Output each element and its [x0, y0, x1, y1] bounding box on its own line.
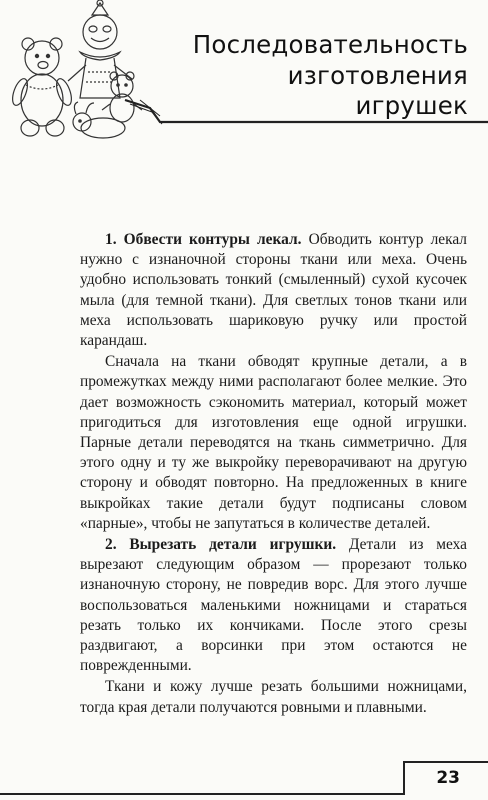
step-1-heading: 1. Обвести контуры лекал. — [105, 231, 302, 248]
clown-doll-drawing — [68, 0, 132, 98]
lying-toy-drawing — [73, 102, 125, 138]
paragraph-3-text: Детали из меха вырезают следующим образом — прорезают только изнаночную сторону, не повредив ворс. Для этого лучше воспользоваться маленькими ножницами и стараться резать только их кончиками. После этого срезы раздвигают, а ворсинки при этом остаются не поврежденными. — [80, 536, 467, 675]
paragraph-2: Сначала на ткани обводят крупные детали, а в промежутках между ними располагают более мелкие. Это дает возможность сэкономить материал, который может пригодиться для изготовления еще одной игрушки. Парные детали переводятся на ткань симметрично. Для этого одну и ту же выкройку переворачивают на другую сторону и обводят повторно. На предложенных в книге выкройках такие детали будут подписаны словом «парные», чтобы не запутаться в количестве деталей. — [80, 353, 467, 532]
title-line-1: Последовательность — [192, 30, 468, 59]
page-number: 23 — [436, 768, 460, 788]
paragraph-1 — [80, 230, 467, 351]
page-title — [148, 30, 468, 122]
step-2-heading: 2. Вырезать детали игрушки. — [105, 536, 337, 554]
paragraph-1-text: Обводить контур лекал нужно с изнаночной стороны ткани или меха. Очень удобно использовать тонкий (смыленный) сухой кусочек мыла (для темной ткани). Для светлых тонов ткани или меха использовать шариковую ручку или простой карандаш. — [80, 231, 467, 350]
footer-rule — [0, 750, 488, 800]
title-line-2: изготовления — [287, 60, 468, 90]
paragraph-3 — [80, 535, 467, 676]
small-animal-drawing — [102, 72, 142, 122]
paragraph-4: Ткани и кожу лучше резать большими ножницами, тогда края детали получаются ровными и плавными. — [80, 678, 467, 716]
teddy-bear-drawing — [10, 38, 75, 136]
title-line-3: игрушек — [355, 91, 468, 120]
body-text — [80, 230, 467, 719]
